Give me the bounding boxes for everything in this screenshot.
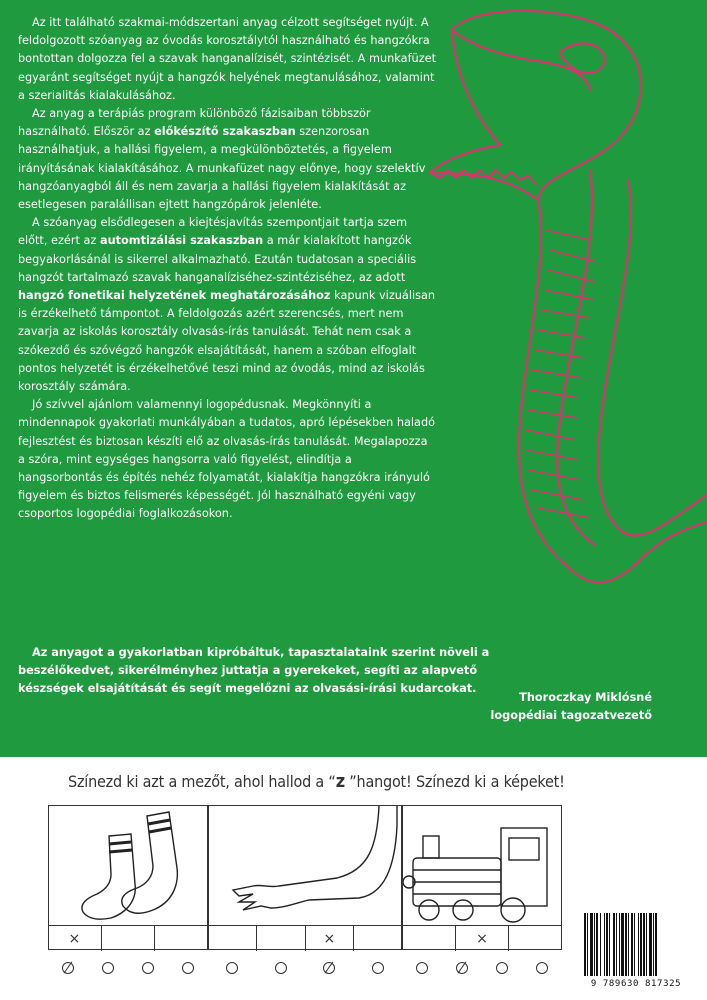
intro-paragraph-4 <box>18 396 438 523</box>
intro-p3c: a már kialakított hangzók begyakorlásánál is sikerrel alkalmazható. Ezután tudatosan a speciális hangzót tartalmazó szavak hanganalíziséhez-szintéziséhez, az adott <box>18 234 417 284</box>
answer-circle[interactable] <box>536 962 548 974</box>
barcode-number: 9 789630 817325 <box>590 979 682 989</box>
x-mark: × <box>68 930 81 947</box>
answer-circle[interactable] <box>323 962 335 974</box>
train-picture <box>403 806 561 926</box>
arm-picture <box>209 806 401 926</box>
train-circles <box>402 962 562 974</box>
answer-circle[interactable] <box>226 962 238 974</box>
answer-circle[interactable] <box>372 962 384 974</box>
intro-p2a: Az anyag a terápiás program különböző fázisaiban többször használható. Először az <box>18 107 371 139</box>
intro-paragraph-2 <box>18 105 438 214</box>
intro-p3b: automtizálási szakaszban <box>99 234 264 248</box>
answer-circle[interactable] <box>275 962 287 974</box>
intro-text <box>18 14 438 524</box>
sound-cell[interactable] <box>509 926 562 951</box>
barcode-bar <box>657 913 658 976</box>
sound-cell[interactable] <box>208 926 257 951</box>
intro-p1: Az itt található szakmai-módszertani anyag célzott segítséget nyújt. A feldolgozott szóanyag az óvodás korosztálytól használható és hangzókra bontottan dolgozza fel a szavak hanganalízisét, szintézisét. A munkafüzet egyaránt segítséget nyújt a hangzók helyének megtanulásához, valamint a szerialitás kialakulásához. <box>18 16 437 102</box>
sound-cell[interactable] <box>155 926 208 951</box>
x-mark: × <box>323 930 336 947</box>
sound-cell[interactable] <box>102 926 156 951</box>
sound-cell[interactable] <box>456 926 510 951</box>
panel-socks-cells <box>48 925 208 951</box>
exercise-instruction <box>68 771 565 792</box>
intro-p2b: előkészítő szakaszban <box>154 125 296 139</box>
panel-train-cells <box>402 925 562 951</box>
answer-circle[interactable] <box>456 962 468 974</box>
x-mark: × <box>476 930 488 947</box>
signature-role: logopédiai tagozatvezető <box>490 709 652 723</box>
signature-name: Thoroczkay Miklósné <box>519 691 652 704</box>
intro-paragraph-5 <box>18 644 508 699</box>
signature <box>490 689 652 725</box>
barcode-bars <box>584 913 688 976</box>
answer-circle[interactable] <box>182 962 194 974</box>
barcode <box>576 905 696 995</box>
intro-p3e: kapunk vizuálisan is érzékelhető támpontot. A feldolgozás azért szerencsés, mert nem zavarja az iskolás korosztály olvasás-írás tanulását. Tehát nem csak a szókezdő és szóvégző hangzók elsajátítását, hanem a szóban elfoglalt pontos helyzetét is érzékelhetővé teszi mind az óvodás, mind az iskolás korosztály számára. <box>18 289 436 394</box>
sound-cell[interactable] <box>306 926 355 951</box>
instruction-part-2: ”hangot! Színezd ki a képeket! <box>344 772 565 791</box>
sound-cell[interactable] <box>402 926 456 951</box>
intro-p3d: hangzó fonetikai helyzetének meghatározásához <box>18 289 331 303</box>
answer-circle[interactable] <box>416 962 428 974</box>
answer-circle[interactable] <box>102 962 114 974</box>
answer-circle[interactable] <box>496 962 508 974</box>
intro-p2c: szenzorosan használhatjuk, a hallási figyelem, a megkülönböztetés, a figyelem irányításának kialakításához. A munkafüzet nagy előnye, hogy szelektív hangzóanyagból áll és nem zavarja a hallási figyelem kialakítását az esetlegesen paralállisan ejtett hangzópárok jelenléte. <box>18 125 426 212</box>
instruction-part-1: Színezd ki azt a mezőt, ahol hallod a “ <box>68 772 336 791</box>
sound-cell[interactable] <box>354 926 402 951</box>
arm-circles <box>208 962 402 974</box>
socks-picture <box>49 806 207 926</box>
sound-cell[interactable] <box>48 926 102 951</box>
socks-circles <box>48 962 208 974</box>
answer-circle[interactable] <box>142 962 154 974</box>
intro-p5: Az anyagot a gyakorlatban kipróbáltuk, tapasztalataink szerint növeli a beszélőkedvet, sikerélményhez juttatja a gyerekeket, segíti az alapvető készségek elsajátítását és segít megelőzni az olvasási-írási kudarcokat. <box>18 646 490 696</box>
intro-p3a: A szóanyag elsődlegesen a kiejtésjavítás szempontjait tartja szem előtt, ezért az <box>18 216 408 248</box>
panel-arm-cells <box>208 925 402 951</box>
intro-paragraph-1 <box>18 14 438 105</box>
sound-cell[interactable] <box>257 926 306 951</box>
intro-p4: Jó szívvel ajánlom valamennyi logopédusnak. Megkönnyíti a mindennapok gyakorlati munkályában a tudatos, apró lépésekben haladó fejlesztést és biztosan készíti elő az olvasás-írás tanulását. Megalapozza a szóra, mint egységes hangsorra való figyelést, elindítja a hangsorbontás és építés nehéz folyamatát, kialakítja hangzókra irányuló figyelem és biztos felismerés képességét. Jól használható egyéni vagy csoportos logopédiai foglalkozásokon. <box>18 398 436 521</box>
answer-circle[interactable] <box>62 962 74 974</box>
instruction-letter: z <box>335 771 345 792</box>
intro-paragraph-3 <box>18 214 438 396</box>
